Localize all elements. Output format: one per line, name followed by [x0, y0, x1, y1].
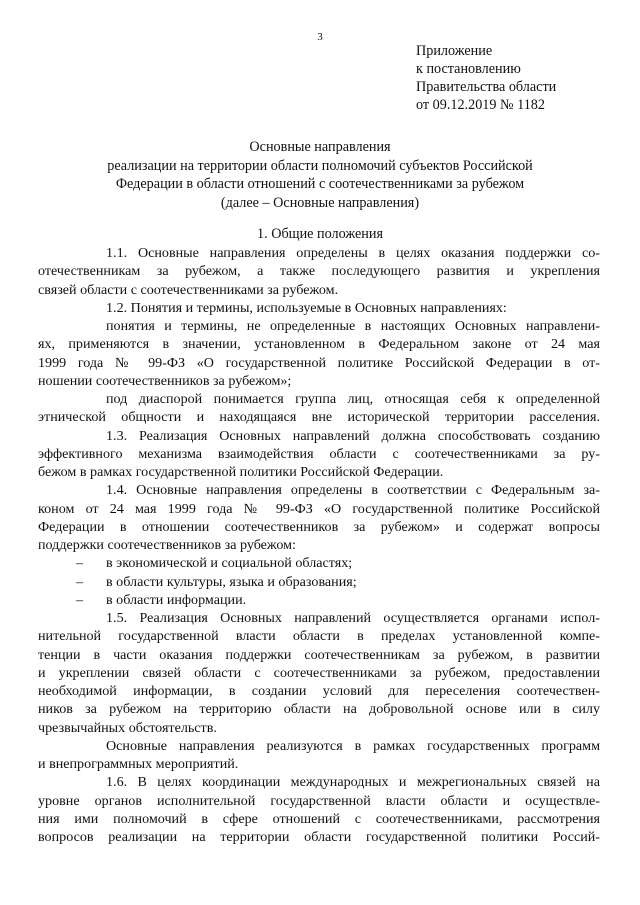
- paragraph-line: чрезвычайных обстоятельств.: [38, 719, 217, 736]
- paragraph-line: уровне органов исполнительной государственной власти области и осуществле-: [38, 792, 600, 809]
- paragraph-line: Федерации в отношении соотечественников за рубежом» и содержат вопросы: [38, 518, 600, 535]
- appendix-block: [416, 42, 626, 114]
- section-heading: 1. Общие положения: [257, 226, 383, 242]
- page-number: 3: [317, 31, 323, 43]
- bullet-item: [38, 591, 600, 609]
- body-text: [38, 244, 600, 846]
- bullet-item: [38, 573, 600, 591]
- title-line: Основные направления: [249, 139, 391, 155]
- paragraph-line: и укреплении связей области с соотечественниками за рубежом, предоставлении: [38, 664, 600, 681]
- document-title: [0, 138, 640, 212]
- paragraph-line: ях, применяются в значении, установленном в Федеральном законе от 24 мая: [38, 336, 600, 353]
- paragraph-line: бежом в рамках государственной политики Российской Федерации.: [38, 464, 444, 480]
- appendix-line: от 09.12.2019 № 1182: [416, 97, 545, 113]
- paragraph-line: ношении соотечественников за рубежом»;: [38, 372, 292, 389]
- bullet-text: в области культуры, языка и образования;: [106, 573, 357, 590]
- dash-bullet-icon: –: [76, 555, 84, 572]
- paragraph-line: понятия и термины, не определенные в настоящих Основных направлени-: [106, 318, 600, 334]
- paragraph-line: необходимой информации, в создании условий для переселения соотечествен-: [38, 683, 600, 699]
- paragraph-line: 1999 года № 99-ФЗ «О государственной политике Российской Федерации в от-: [38, 354, 600, 371]
- paragraph-line: 1.1. Основные направления определены в целях оказания поддержки со-: [106, 245, 600, 261]
- paragraph-line: 1.4. Основные направления определены в соответствии с Федеральным за-: [106, 482, 600, 499]
- paragraph-line: ников за рубежом на территорию области на добровольной основе или в силу: [38, 701, 600, 718]
- paragraph-line: 1.5. Реализация Основных направлений осуществляется органами испол-: [106, 610, 600, 626]
- bullet-text: в области информации.: [106, 591, 247, 608]
- dash-bullet-icon: –: [76, 591, 84, 608]
- title-line: реализации на территории области полномочий субъектов Российской: [107, 157, 533, 174]
- paragraph-line: 1.2. Понятия и термины, используемые в Основных направлениях:: [106, 299, 507, 316]
- paragraph-line: коном от 24 мая 1999 года № 99-ФЗ «О государственной политике Российской: [38, 500, 600, 517]
- paragraph-line: связей области с соотечественниками за рубежом.: [38, 281, 339, 298]
- bullet-text: в экономической и социальной областях;: [106, 555, 353, 572]
- paragraph-line: нительной государственной власти области в пределах установленной компе-: [38, 628, 600, 645]
- bullet-item: [38, 554, 600, 572]
- appendix-line: к постановлению: [416, 61, 521, 77]
- title-line: (далее – Основные направления): [220, 194, 420, 211]
- paragraph-line: поддержки соотечественников за рубежом:: [38, 537, 296, 553]
- title-line: Федерации в области отношений с соотечественниками за рубежом: [115, 176, 525, 192]
- paragraph-line: ния ими полномочий в сфере отношений с соотечественниками, рассмотрения: [38, 810, 600, 827]
- appendix-line: Правительства области: [416, 79, 557, 95]
- paragraph-line: тенции в части оказания поддержки соотечественникам за рубежом, в развитии: [38, 646, 600, 663]
- paragraph-line: под диаспорой понимается группа лиц, относящая себя к определенной: [106, 391, 600, 407]
- dash-bullet-icon: –: [76, 573, 84, 590]
- paragraph-line: 1.6. В целях координации международных и межрегиональных связей на: [106, 774, 600, 791]
- appendix-line: Приложение: [416, 43, 493, 59]
- paragraph-line: вопросов реализации на территории области государственной политики Россий-: [38, 829, 600, 845]
- paragraph-line: 1.3. Реализация Основных направлений должна способствовать созданию: [106, 427, 600, 444]
- paragraph-line: этнической общности и находящаяся вне исторической территории расселения.: [38, 409, 600, 426]
- paragraph-line: отечественникам за рубежом, а также последующего развития и укрепления: [38, 263, 600, 280]
- paragraph-line: Основные направления реализуются в рамках государственных программ: [106, 737, 600, 754]
- paragraph-line: эффективного механизма взаимодействия области с соотечественниками за ру-: [38, 445, 600, 462]
- paragraph-line: и внепрограммных мероприятий.: [38, 756, 239, 772]
